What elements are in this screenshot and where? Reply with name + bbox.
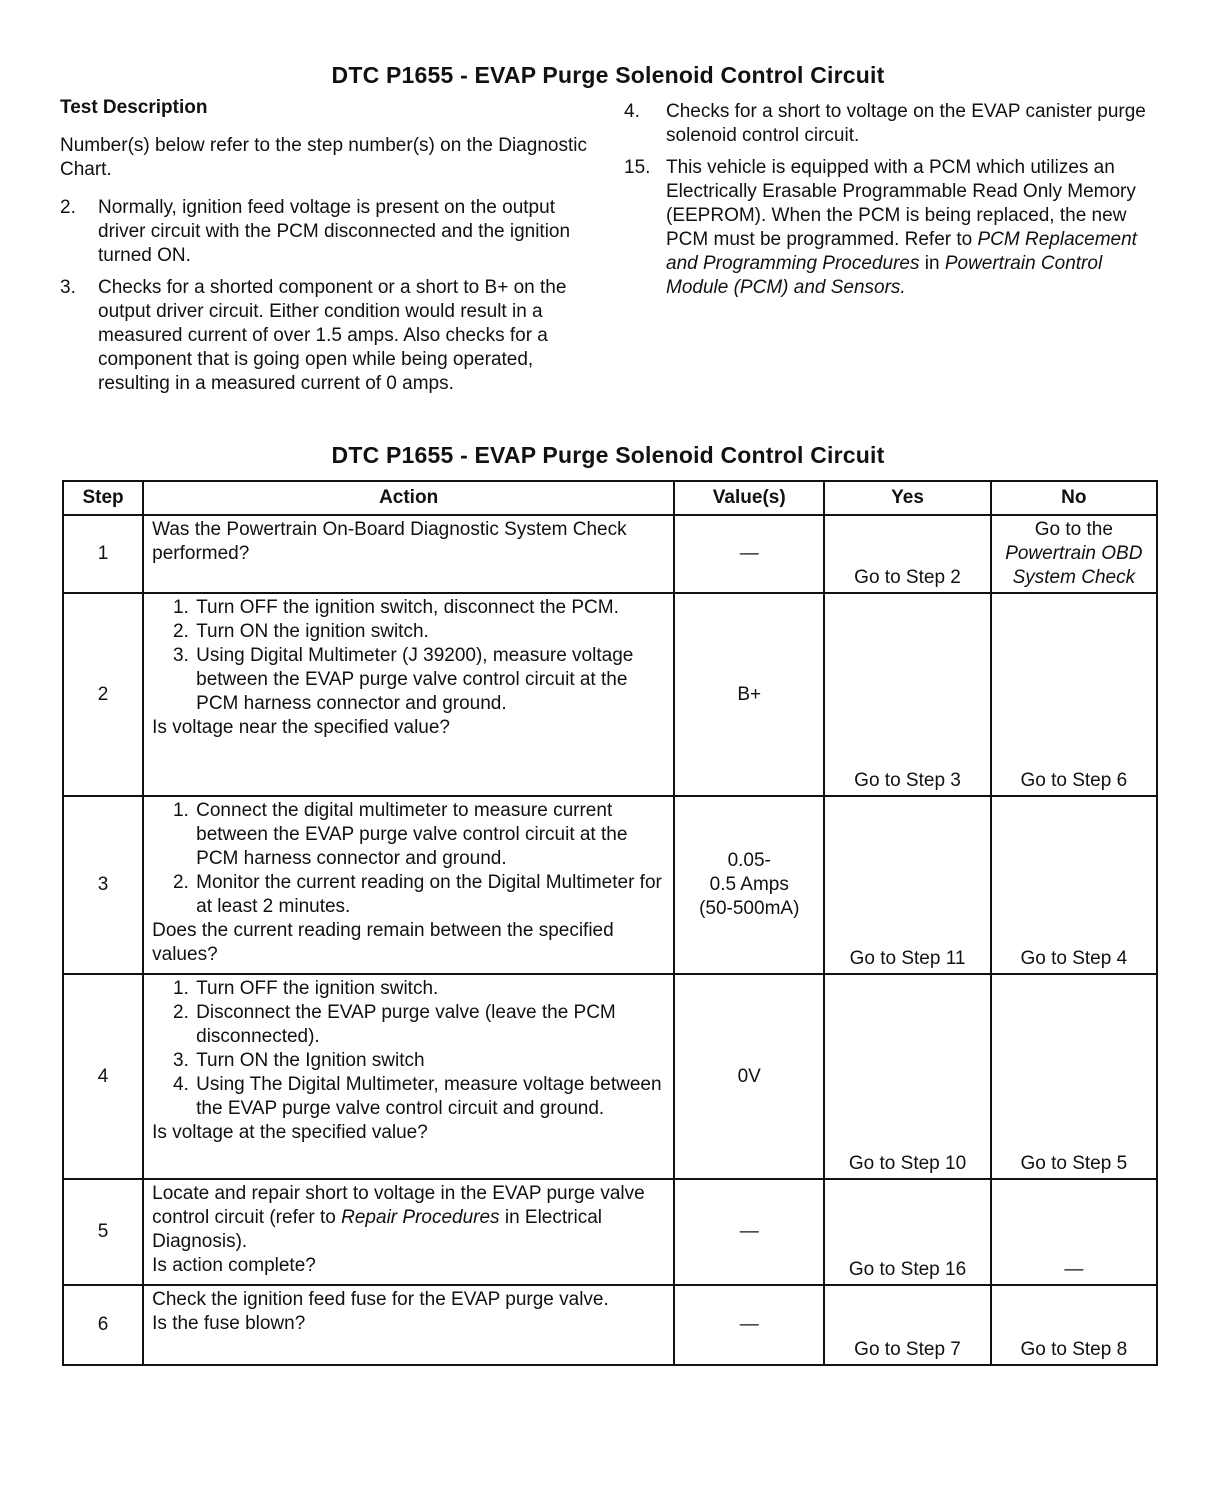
action-cell xyxy=(143,593,674,796)
no-cell: Go to Step 5 xyxy=(991,974,1157,1179)
item-number: 15. xyxy=(624,157,651,178)
reference-pcm-replacement: PCM Replacement and Programming Procedures xyxy=(666,229,1137,274)
action-cell xyxy=(143,1285,674,1365)
table-row xyxy=(63,974,1157,1179)
no-cell xyxy=(991,515,1157,593)
no-cell: — xyxy=(991,1179,1157,1285)
value-cell: — xyxy=(674,1179,824,1285)
description-item xyxy=(60,276,590,396)
table-row xyxy=(63,515,1157,593)
substep-list xyxy=(152,977,665,1121)
question: Is voltage at the specified value? xyxy=(152,1122,428,1143)
step-number: 6 xyxy=(63,1285,143,1365)
question: Is the fuse blown? xyxy=(152,1313,306,1334)
step-number: 5 xyxy=(63,1179,143,1285)
table-row xyxy=(63,796,1157,974)
test-description-right xyxy=(624,100,1169,308)
yes-cell: Go to Step 2 xyxy=(824,515,990,593)
item-text-part: in xyxy=(919,253,945,274)
item-text xyxy=(666,156,1169,300)
substep: 1. Connect the digital multimeter to measure current between the EVAP purge valve control circuit at the PCM harness connector and ground. xyxy=(194,799,665,871)
value-cell xyxy=(674,796,824,974)
yes-cell: Go to Step 11 xyxy=(824,796,990,974)
substep: 2. Turn ON the ignition switch. xyxy=(194,620,665,644)
substep: 3. Turn ON the Ignition switch xyxy=(194,1049,665,1073)
action-text: Check the ignition feed fuse for the EVAP purge valve. xyxy=(152,1289,609,1310)
no-text: Go to the xyxy=(1034,519,1113,540)
item-text: Checks for a short to voltage on the EVAP canister purge solenoid control circuit. xyxy=(666,101,1146,146)
header-values: Value(s) xyxy=(674,481,824,515)
item-text-part: This vehicle is equipped with a PCM which utilizes an Electrically Erasable Programmable Read Only Memory (EEPROM). When the PCM is being replaced, the new PCM must be programmed. Refer to xyxy=(666,157,1136,250)
description-item xyxy=(624,156,1169,300)
question: Is voltage near the specified value? xyxy=(152,717,450,738)
value-line: (50-500mA) xyxy=(699,898,800,919)
item-number: 4. xyxy=(624,101,640,122)
no-cell: Go to Step 4 xyxy=(991,796,1157,974)
description-item xyxy=(624,100,1169,148)
value-line: 0.5 Amps xyxy=(709,874,789,895)
table-row xyxy=(63,1179,1157,1285)
page-title: DTC P1655 - EVAP Purge Solenoid Control Circuit xyxy=(331,62,885,88)
description-item xyxy=(60,196,590,268)
substep: 2. Monitor the current reading on the Digital Multimeter for at least 2 minutes. xyxy=(194,871,665,919)
action-cell xyxy=(143,515,674,593)
reference-obd-check: Powertrain OBD System Check xyxy=(1005,543,1143,588)
substep: 3. Using Digital Multimeter (J 39200), measure voltage between the EVAP purge valve control circuit at the PCM harness connector and ground. xyxy=(194,644,665,716)
step-number: 4 xyxy=(63,974,143,1179)
value-cell: 0V xyxy=(674,974,824,1179)
diagnostic-chart xyxy=(62,480,1158,1366)
action-text-part: in Electrical Diagnosis). xyxy=(152,1207,602,1252)
action-text-part: Locate and repair short to voltage in the EVAP purge valve control circuit (refer to xyxy=(152,1183,645,1228)
action-cell xyxy=(143,974,674,1179)
header-action: Action xyxy=(143,481,674,515)
action-cell xyxy=(143,1179,674,1285)
header-no: No xyxy=(991,481,1157,515)
header-step: Step xyxy=(63,481,143,515)
test-description-intro: Number(s) below refer to the step number(s) on the Diagnostic Chart. xyxy=(60,135,587,180)
step-number: 1 xyxy=(63,515,143,593)
substep: 1. Turn OFF the ignition switch. xyxy=(194,977,665,1001)
value-line: 0.05- xyxy=(727,850,771,871)
action-text xyxy=(152,1182,665,1254)
yes-cell: Go to Step 3 xyxy=(824,593,990,796)
yes-cell: Go to Step 16 xyxy=(824,1179,990,1285)
item-text: Checks for a shorted component or a short to B+ on the output driver circuit. Either condition would result in a measured current of over 1.5 amps. Also checks for a component that is going open while being operated, resulting in a measured current of 0 amps. xyxy=(98,277,567,394)
substep-list xyxy=(152,596,665,716)
step-number: 3 xyxy=(63,796,143,974)
test-description-left xyxy=(60,96,590,404)
question: Is action complete? xyxy=(152,1255,316,1276)
table-row xyxy=(63,593,1157,796)
question: Does the current reading remain between the specified values? xyxy=(152,920,614,965)
chart-title: DTC P1655 - EVAP Purge Solenoid Control Circuit xyxy=(331,442,885,468)
action-cell xyxy=(143,796,674,974)
substep: 4. Using The Digital Multimeter, measure voltage between the EVAP purge valve control circuit and ground. xyxy=(194,1073,665,1121)
value-cell: — xyxy=(674,1285,824,1365)
value-cell: B+ xyxy=(674,593,824,796)
yes-cell: Go to Step 10 xyxy=(824,974,990,1179)
substep: 2. Disconnect the EVAP purge valve (leave the PCM disconnected). xyxy=(194,1001,665,1049)
item-number: 2. xyxy=(60,197,76,218)
header-yes: Yes xyxy=(824,481,990,515)
value-cell: — xyxy=(674,515,824,593)
no-cell: Go to Step 6 xyxy=(991,593,1157,796)
substep: 1. Turn OFF the ignition switch, disconnect the PCM. xyxy=(194,596,665,620)
action-text: Was the Powertrain On-Board Diagnostic System Check performed? xyxy=(152,519,627,564)
item-text: Normally, ignition feed voltage is present on the output driver circuit with the PCM disconnected and the ignition turned ON. xyxy=(98,197,571,266)
substep-list xyxy=(152,799,665,919)
item-number: 3. xyxy=(60,277,76,298)
yes-cell: Go to Step 7 xyxy=(824,1285,990,1365)
test-description-heading: Test Description xyxy=(60,97,208,118)
no-cell: Go to Step 8 xyxy=(991,1285,1157,1365)
reference-repair-procedures: Repair Procedures xyxy=(341,1207,500,1228)
header-row xyxy=(63,481,1157,515)
step-number: 2 xyxy=(63,593,143,796)
reference-pcm-sensors: Powertrain Control Module (PCM) and Sensors. xyxy=(666,253,1103,298)
table-row xyxy=(63,1285,1157,1365)
